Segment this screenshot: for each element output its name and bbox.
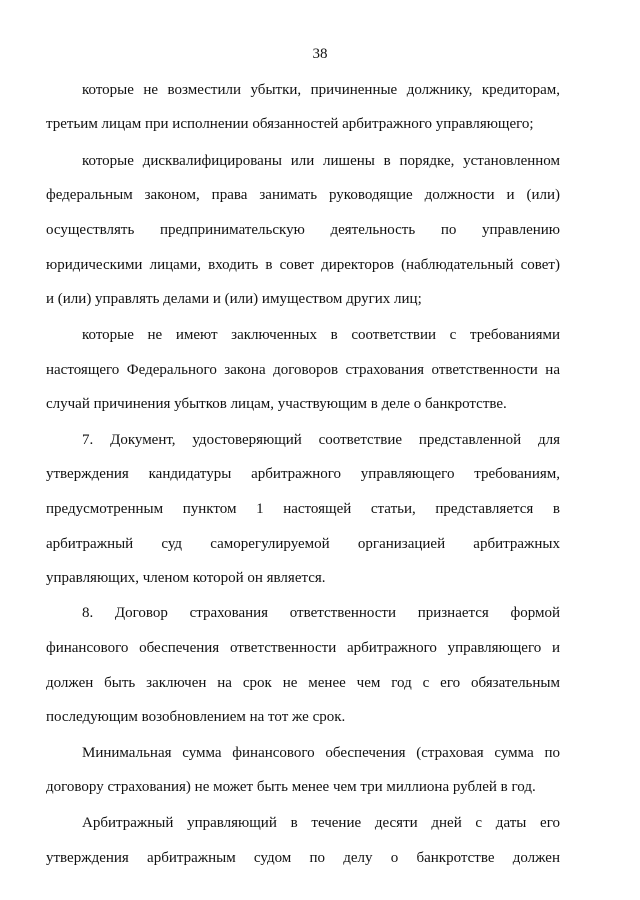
text-line: которые дисквалифицированы или лишены в порядке, установленном (82, 153, 560, 169)
text-line: 8. Договор страхования ответственности признается формой (82, 605, 560, 621)
text-line: настоящего Федерального закона договоров страхования ответственности на (46, 362, 560, 378)
text-line: Арбитражный управляющий в течение десяти дней с даты его (82, 815, 560, 831)
text-line: которые не возместили убытки, причиненные должнику, кредиторам, (82, 82, 560, 98)
text-line: юридическими лицами, входить в совет директоров (наблюдательный совет) (46, 257, 560, 273)
text-line: должен быть заключен на срок не менее чем год с его обязательным (46, 675, 560, 691)
text-line: утверждения арбитражным судом по делу о банкротстве должен (46, 850, 560, 866)
text-line: последующим возобновлением на тот же срок. (46, 709, 346, 725)
text-line: случай причинения убытков лицам, участвующим в деле о банкротстве. (46, 396, 507, 412)
text-line: предусмотренным пунктом 1 настоящей статьи, представляется в (46, 501, 560, 517)
text-line: которые не имеют заключенных в соответствии с требованиями (82, 327, 560, 343)
text-line: третьим лицам при исполнении обязанностей арбитражного управляющего; (46, 116, 534, 132)
text-line: 7. Документ, удостоверяющий соответствие представленной для (82, 432, 560, 448)
page-number: 38 (312, 46, 328, 62)
text-line: осуществлять предпринимательскую деятельность по управлению (46, 222, 560, 238)
text-line: и (или) управлять делами и (или) имуществом других лиц; (46, 291, 422, 307)
text-line: утверждения кандидатуры арбитражного управляющего требованиям, (46, 466, 560, 482)
text-line: федеральным законом, права занимать руководящие должности и (или) (46, 187, 560, 203)
text-line: арбитражный суд саморегулируемой организацией арбитражных (46, 536, 560, 552)
text-line: Минимальная сумма финансового обеспечения (страховая сумма по (82, 745, 560, 761)
text-line: управляющих, членом которой он является. (46, 570, 326, 586)
text-line: финансового обеспечения ответственности арбитражного управляющего и (46, 640, 560, 656)
text-line: договору страхования) не может быть менее чем три миллиона рублей в год. (46, 779, 536, 795)
